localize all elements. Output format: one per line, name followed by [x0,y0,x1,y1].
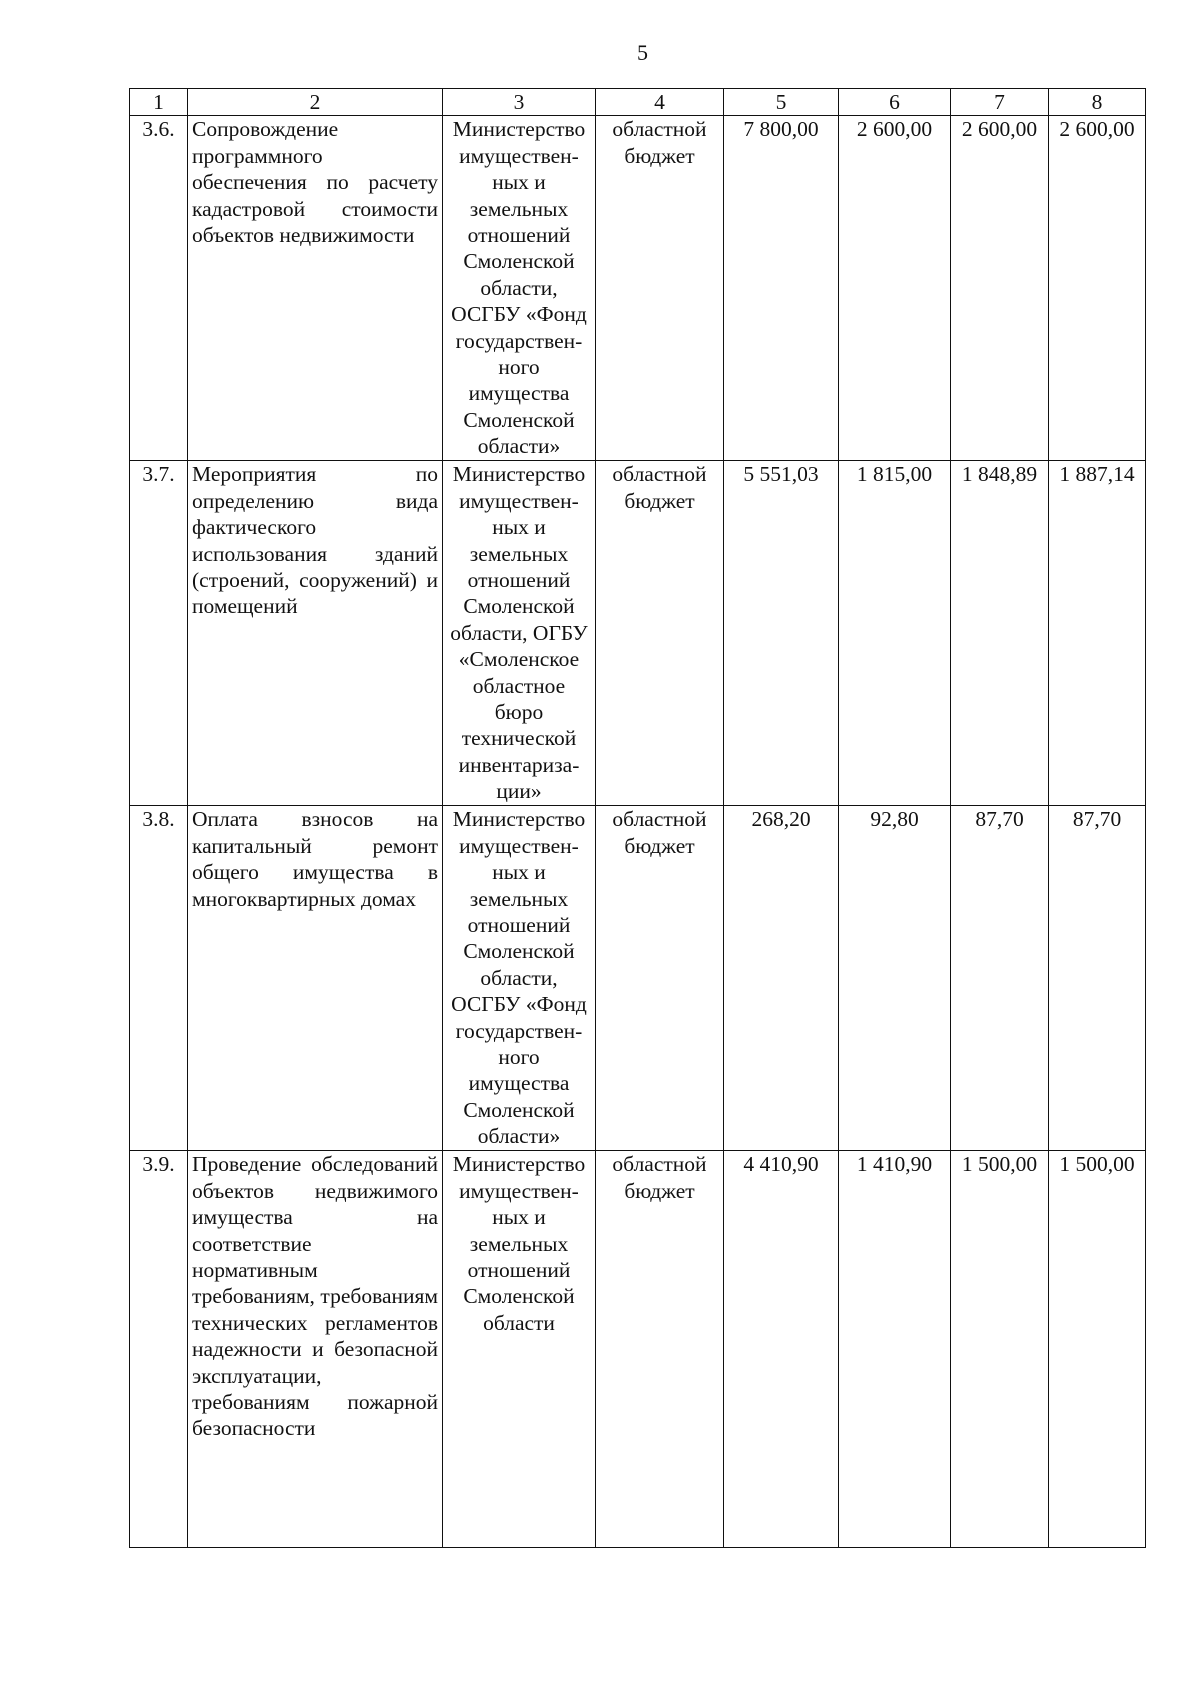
total-amount: 5 551,03 [724,461,839,806]
responsible-executor: Министерство имуществен-ных и земельных отношений Смоленской области, ОГБУ «Смоленское областное бюро технической инвентариза-ции» [443,461,596,806]
funding-source: областной бюджет [596,1151,724,1548]
item-number: 3.8. [130,806,188,1151]
item-number: 3.9. [130,1151,188,1548]
column-number-row [130,89,1146,116]
year-2-amount: 1 848,89 [951,461,1049,806]
table-row [130,1151,1146,1548]
year-2-amount: 2 600,00 [951,116,1049,461]
column-header: 3 [443,89,596,116]
funding-source: областной бюджет [596,806,724,1151]
year-1-amount: 1 815,00 [839,461,951,806]
column-header: 7 [951,89,1049,116]
activity-name: Проведение обследований объектов недвижимого имущества на соответствие нормативным требованиям, требованиям технических регламентов надежности и безопасной эксплуатации, требованиям пожарной безопасности [188,1151,443,1548]
column-header: 2 [188,89,443,116]
table-row [130,461,1146,806]
year-2-amount: 1 500,00 [951,1151,1049,1548]
total-amount: 268,20 [724,806,839,1151]
year-1-amount: 2 600,00 [839,116,951,461]
responsible-executor: Министерство имуществен-ных и земельных отношений Смоленской области [443,1151,596,1548]
year-3-amount: 2 600,00 [1049,116,1146,461]
responsible-executor: Министерство имуществен-ных и земельных отношений Смоленской области, ОСГБУ «Фонд государствен-ного имущества Смоленской области» [443,116,596,461]
total-amount: 4 410,90 [724,1151,839,1548]
table-row [130,806,1146,1151]
funding-source: областной бюджет [596,116,724,461]
table-row [130,116,1146,461]
activity-name: Мероприятия по определению вида фактического использования зданий (строений, сооружений) и помещений [188,461,443,806]
activity-name: Оплата взносов на капитальный ремонт общего имущества в многоквартирных домах [188,806,443,1151]
item-number: 3.7. [130,461,188,806]
item-number: 3.6. [130,116,188,461]
year-3-amount: 1 500,00 [1049,1151,1146,1548]
responsible-executor: Министерство имуществен-ных и земельных отношений Смоленской области, ОСГБУ «Фонд государствен-ного имущества Смоленской области» [443,806,596,1151]
page-number: 5 [637,40,648,65]
year-1-amount: 1 410,90 [839,1151,951,1548]
year-3-amount: 87,70 [1049,806,1146,1151]
total-amount: 7 800,00 [724,116,839,461]
column-header: 8 [1049,89,1146,116]
column-header: 5 [724,89,839,116]
year-3-amount: 1 887,14 [1049,461,1146,806]
column-header: 4 [596,89,724,116]
year-1-amount: 92,80 [839,806,951,1151]
program-activities-table [129,88,1146,1548]
funding-source: областной бюджет [596,461,724,806]
column-header: 1 [130,89,188,116]
year-2-amount: 87,70 [951,806,1049,1151]
activity-name: Сопровождение программного обеспечения по расчету кадастровой стоимости объектов недвижимости [188,116,443,461]
column-header: 6 [839,89,951,116]
